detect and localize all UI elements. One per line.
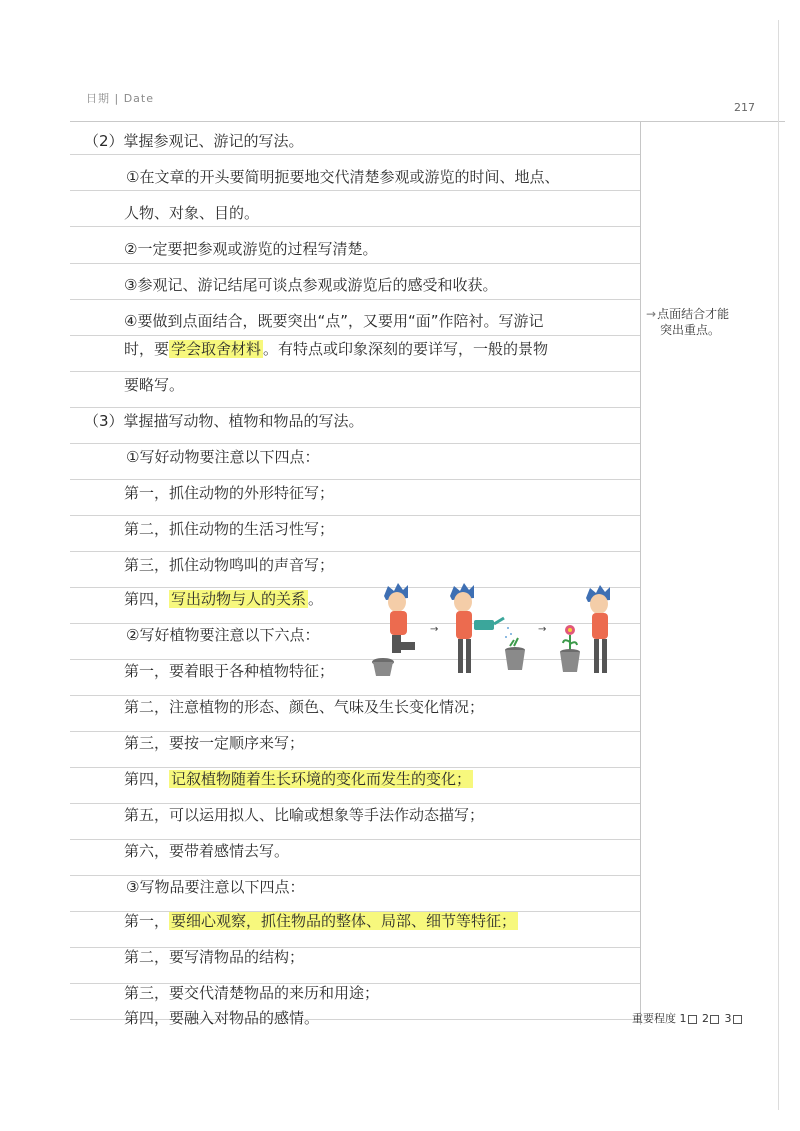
header-divider [70, 121, 785, 122]
text-line: 第三，要按一定顺序来写； [124, 734, 305, 752]
checkbox-icon[interactable] [733, 1015, 742, 1024]
plant-growing-illustration [370, 580, 625, 680]
importance-num-1: 1 [679, 1012, 687, 1025]
date-label: 日期 | Date [86, 92, 154, 105]
text-segment: 第一， [124, 912, 170, 930]
highlighted-text: 要细心观察，抓住物品的整体、局部、细节等特征； [171, 912, 517, 930]
text-line: ④要做到点面结合，既要突出“点”，又要用“面”作陪衬。写游记 [124, 312, 544, 330]
importance-rating [632, 1010, 744, 1026]
text-line: 第三，要交代清楚物品的来历和用途； [124, 984, 380, 1002]
text-line: 第三，抓住动物鸣叫的声音写； [124, 556, 335, 574]
text-line: ③写物品要注意以下四点： [126, 878, 305, 896]
section-heading: （2）掌握参观记、游记的写法。 [84, 132, 304, 150]
text-line: 第二，注意植物的形态、颜色、气味及生长变化情况； [124, 698, 485, 716]
importance-label: 重要程度 [632, 1012, 676, 1025]
text-line: ②一定要把参观或游览的过程写清楚。 [124, 240, 378, 258]
margin-divider [640, 122, 641, 1025]
boy-smelling-flower-figure [560, 585, 610, 673]
page-number: 217 [734, 101, 755, 114]
margin-note-line2: 突出重点。 [660, 323, 721, 337]
text-line: ②写好植物要注意以下六点： [126, 626, 320, 644]
checkbox-icon[interactable] [710, 1015, 719, 1024]
highlighted-text: 写出动物与人的关系 [171, 590, 307, 608]
text-line: 第一，要着眼于各种植物特征； [124, 662, 335, 680]
boy-watering-figure [450, 583, 525, 673]
text-line: 第四，要融入对物品的感情。 [124, 1009, 320, 1027]
text-line [124, 906, 518, 936]
text-segment: 。有特点或印象深刻的要详写，一般的景物 [263, 340, 549, 358]
text-line: ①在文章的开头要简明扼要地交代清楚参观或游览的时间、地点、 [126, 168, 560, 186]
text-line [124, 584, 323, 614]
margin-note [646, 306, 776, 338]
checkbox-icon[interactable] [688, 1015, 697, 1024]
margin-note-line1: 点面结合才能 [657, 307, 730, 321]
importance-num-2: 2 [702, 1012, 709, 1025]
text-line: ③参观记、游记结尾可谈点参观或游览后的感受和收获。 [124, 276, 498, 294]
importance-num-3: 3 [724, 1012, 732, 1025]
text-line: ①写好动物要注意以下四点： [126, 448, 320, 466]
text-line: 人物、对象、目的。 [124, 204, 260, 222]
arrow-icon: → [430, 624, 439, 635]
text-line: 第五，可以运用拟人、比喻或想象等手法作动态描写； [124, 806, 485, 824]
text-line: 第六，要带着感情去写。 [124, 842, 290, 860]
arrow-icon: → [646, 307, 657, 321]
text-line: 第二，要写清物品的结构； [124, 948, 305, 966]
text-segment: 时，要 [124, 340, 170, 358]
section-heading: （3）掌握描写动物、植物和物品的写法。 [84, 412, 364, 430]
boy-planting-figure [372, 583, 415, 676]
text-line [124, 764, 473, 794]
arrow-icon: → [538, 624, 547, 635]
text-segment: 。 [308, 590, 324, 608]
highlighted-text: 学会取舍材料 [171, 340, 262, 358]
text-segment: 第四， [124, 770, 170, 788]
text-line: 要略写。 [124, 376, 185, 394]
text-line: 第二，抓住动物的生活习性写； [124, 520, 335, 538]
highlighted-text: 记叙植物随着生长环境的变化而发生的变化； [171, 770, 472, 788]
text-segment: 第四， [124, 590, 170, 608]
text-line [124, 334, 548, 364]
text-line: 第一，抓住动物的外形特征写； [124, 484, 335, 502]
page-edge [778, 20, 779, 1110]
